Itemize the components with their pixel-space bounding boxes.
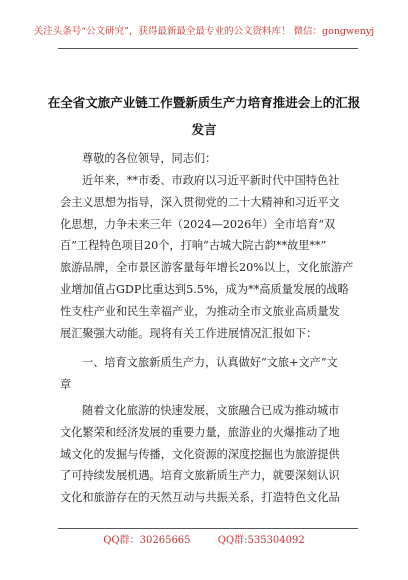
paragraph-intro	[60, 170, 360, 344]
paragraph-line: 百”工程特色项目20个，打响“古城大院古韵**故里**”	[60, 239, 327, 253]
salutation: 尊敬的各位领导，同志们：	[82, 152, 217, 165]
footer-divider	[58, 528, 358, 529]
paragraph-line: 了可持续发展机遇。培育文旅新质生产力，就要深刻认识	[60, 469, 340, 483]
document-title: 在全省文旅产业链工作暨新质生产力培育推进会上的汇报	[47, 95, 361, 110]
paragraph-line: 近年来，**市委、市政府以习近平新时代中国特色社	[82, 174, 340, 187]
heading-line: 章	[60, 377, 72, 391]
qq-group-2: QQ群:535304092	[217, 535, 305, 546]
footer-contact	[0, 534, 408, 548]
header-divider	[58, 48, 358, 49]
section-heading-1	[60, 352, 360, 396]
paragraph-line: 域文化的发掘与传播，文化资源的深度挖掘也为旅游提供	[60, 447, 340, 461]
paragraph-line: 性支柱产业和民生幸福产业，为推动全市文旅业高质量发	[60, 304, 340, 318]
paragraph-line: 化思想，力争未来三年（2024—2026年）全市培育“双	[60, 217, 336, 231]
paragraph-line: 业增加值占GDP比重达到5.5%，成为**高质量发展的战略	[60, 282, 349, 296]
paragraph-line: 随着文化旅游的快速发展，文旅融合已成为推动城市	[82, 404, 340, 417]
paragraph-line: 文化繁荣和经济发展的重要力量，旅游业的火爆推动了地	[60, 425, 340, 439]
paragraph-line: 旅游品牌，全市景区游客量每年增长20%以上，文化旅游产	[60, 261, 354, 275]
heading-line: 一、培育文旅新质生产力，认真做好“文旅+文产”文	[82, 356, 338, 369]
paragraph-line: 文化和旅游存在的天然互动与共振关系，打造特色文化品	[60, 491, 340, 505]
document-title-continued: 发言	[191, 122, 217, 137]
paragraph-section-1	[60, 400, 360, 509]
salutation-block	[60, 148, 360, 170]
promo-banner: 关注头条号“公文研究”，获得最新最全最专业的公文资料库！ 微信：gongwenyj	[33, 26, 375, 37]
qq-group-1: QQ群：30265665	[103, 535, 191, 546]
paragraph-line: 展汇聚强大动能。现将有关工作进展情况汇报如下：	[60, 326, 318, 340]
paragraph-line: 会主义思想为指导，深入贯彻党的二十大精神和习近平文	[60, 195, 340, 209]
